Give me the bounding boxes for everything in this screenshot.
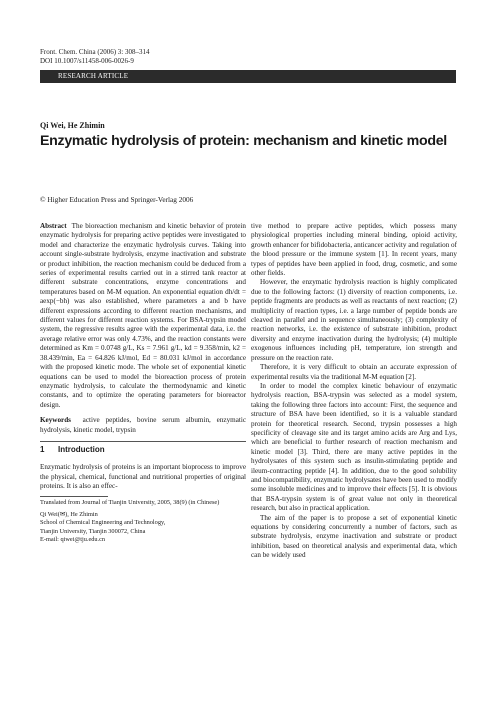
footnote-school: School of Chemical Engineering and Technology, (40, 519, 166, 527)
authors: Qi Wei, He Zhimin (40, 121, 105, 130)
footnote-university: Tianjin University, Tianjin 300072, China (40, 527, 146, 535)
right-column (251, 222, 457, 561)
footnote-translated: Translated from Journal of Tianjin University, 2005, 38(9) (in Chinese) (40, 498, 220, 506)
journal-line: Front. Chem. China (2006) 3: 308–314 (40, 48, 150, 56)
article-type-banner (40, 70, 456, 83)
banner-label: RESEARCH ARTICLE (58, 72, 129, 80)
left-column (40, 222, 246, 545)
footnote-email: E-mail: qiwei@tju.edu.cn (40, 536, 106, 544)
body-paragraph: In order to model the complex kinetic behaviour of enzymatic hydrolysis reaction, BSA-trypsin was selected as a model system, taking the following three factors into account: First, the sequence and structure of BSA have been identified, so it is a valuable standard protein for theoretical research. Second, trypsin possesses a high specificity of cleavage site and its target amino acids are Arg and Lys, which are beneficial to further research of reaction mechanism and kinetic model [3]. Third, there are many active peptides in the hydrolysates of this system such as insulin-stimulating peptide and ileum-contracting peptide [4]. In addition, due to the good solubility and biocompatibility, enzymatic hydrolysates have been used to modify some insoluble medicines and to improve their effects [5]. It is obvious that BSA-trypsin system is of great value not only in theoretical research, but also in practical application. (251, 381, 457, 513)
keywords-label: Keywords (40, 416, 71, 425)
section-heading (40, 445, 246, 454)
intro-paragraph: Enzymatic hydrolysis of proteins is an important bioprocess to improve the physical, chemical, functional and nutritional properties of original proteins. It is also an effec- (40, 463, 246, 491)
journal-citation (40, 48, 149, 66)
abstract (40, 222, 246, 410)
section-divider (40, 441, 246, 442)
abstract-text: The bioreaction mechanism and kinetic behavior of protein enzymatic hydrolysis for preparing active peptides were investigated to model and characterize the enzymatic hydrolysis curves. Taking into account single-substrate hydrolysis, enzyme inactivation and substrate or product inhibition, the reaction mechanism could be deduced from a series of experimental results carried out in a stirred tank reactor at different substrate concentrations, enzyme concentrations and temperatures based on M-M equation. An exponential equation dh/dt = aexp(−bh) was also established, where parameters a and b have different expressions according to different reaction mechanisms, and different values for different reaction systems. For BSA-trypsin model system, the regressive results agree with the experimental data, i.e. the average relative error was only 4.73%, and the reaction constants were determined as Km = 0.0748 g/L, Ks = 7.961 g/L, kd = 9.358/min, k2 = 38.439/min, Ea = 64.826 kJ/mol, Ed = 80.031 kJ/mol in accordance with the proposed kinetic mode. The whole set of exponential kinetic equations can be used to model the bioreaction process of protein enzymatic hydrolysis, to calculate the thermodynamic and kinetic constants, and to optimize the operating parameters for bioreactor design. (40, 222, 246, 409)
keywords-text: active peptides, bovine serum albumin, enzymatic hydrolysis, kinetic model, trypsin (40, 416, 246, 434)
body-paragraph: tive method to prepare active peptides, which possess many physiological properties including mineral binding, opioid activity, growth enhancer for bifidobacteria, anticancer activity and regulation of the blood pressure or the immune system [1]. In recent years, many types of peptides have been applied in food, drug, cosmetic, and some other fields. (251, 222, 457, 278)
footnote-author: Qi Wei(✉), He Zhimin (40, 510, 98, 518)
doi-line: DOI 10.1007/s11458-006-0026-9 (40, 57, 134, 65)
footnote-divider (40, 496, 108, 497)
section-number: 1 (40, 444, 45, 454)
body-paragraph: The aim of the paper is to propose a set of exponential kinetic equations by considering concurrently a number of factors, such as substrate hydrolysis, enzyme inactivation and substrate or product inhibition, based on theoretical analysis and experimental data, which can be widely used (251, 513, 457, 560)
body-paragraph: Therefore, it is very difficult to obtain an accurate expression of experimental results via the traditional M-M equation [2]. (251, 363, 457, 381)
section-title: Introduction (58, 444, 105, 454)
copyright-line: © Higher Education Press and Springer-Verlag 2006 (40, 195, 194, 204)
abstract-label: Abstract (40, 222, 67, 230)
paper-title: Enzymatic hydrolysis of protein: mechanism and kinetic model (40, 133, 447, 149)
keywords (40, 416, 246, 435)
body-paragraph: However, the enzymatic hydrolysis reaction is highly complicated due to the following factors: (1) diversity of reaction components, i.e. peptide fragments are products as well as reactants of next reaction; (2) multiplicity of reaction types, i.e. a large number of peptide bonds are cleaved in parallel and in sequence simultaneously; (3) complexity of reaction networks, i.e. the existence of substrate inhibition, product diversity and enzyme inactivation during the hydrolysis; (4) multiple exogenous influences including pH, temperature, ion strength and pressure on the reaction rate. (251, 278, 457, 362)
